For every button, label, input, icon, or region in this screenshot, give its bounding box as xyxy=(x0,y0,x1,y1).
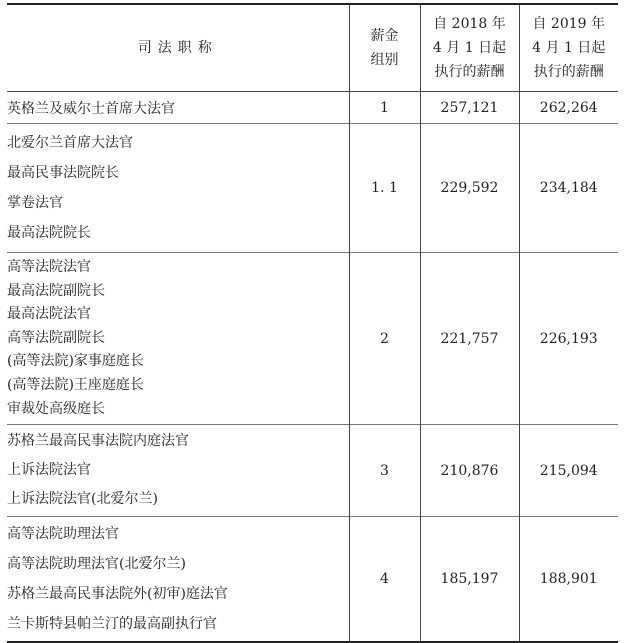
salary-group-cell: 3 xyxy=(349,425,420,517)
judicial-title: 审裁处高级庭长 xyxy=(7,400,105,417)
header-2018-line: 4 月 1 日起 xyxy=(432,40,507,56)
judicial-titles-cell xyxy=(7,92,349,124)
judicial-titles-cell xyxy=(7,425,349,517)
header-judicial-title: 司法职称 xyxy=(7,4,349,92)
header-salary-group-line: 薪金 xyxy=(370,28,399,44)
judicial-title: 最高民事法院院长 xyxy=(7,165,119,181)
table-row xyxy=(7,425,618,517)
header-salary-group-line: 组别 xyxy=(370,52,399,68)
judicial-title: 最高法院院长 xyxy=(7,225,91,241)
salary-2019-cell: 188,901 xyxy=(519,517,618,643)
judicial-title: 英格兰及威尔士首席大法官 xyxy=(7,100,175,117)
judicial-titles-cell xyxy=(7,517,349,643)
judicial-title: 上诉法院法官 xyxy=(7,462,91,479)
salary-2018-cell: 229,592 xyxy=(420,124,519,253)
salary-2018-cell: 185,197 xyxy=(420,517,519,643)
judicial-title: 最高法院副院长 xyxy=(7,282,105,299)
judicial-title: 上诉法院法官(北爱尔兰) xyxy=(7,491,158,508)
table-row xyxy=(7,92,618,124)
header-2018-line: 执行的薪酬 xyxy=(434,64,505,80)
judicial-title: 高等法院副院长 xyxy=(7,329,105,346)
judicial-title: 掌卷法官 xyxy=(7,195,63,211)
salary-2019-cell: 234,184 xyxy=(519,124,618,253)
salary-2018-cell: 210,876 xyxy=(420,425,519,517)
judicial-title: 北爱尔兰首席大法官 xyxy=(7,135,133,151)
judicial-title: (高等法院)家事庭庭长 xyxy=(7,353,144,370)
judicial-title: (高等法院)王座庭庭长 xyxy=(7,376,144,393)
header-salary-2019 xyxy=(519,4,618,92)
salary-group-cell: 2 xyxy=(349,253,420,425)
judicial-title: 苏格兰最高民事法院外(初审)庭法官 xyxy=(7,586,228,603)
table-row xyxy=(7,253,618,425)
salary-2018-cell: 257,121 xyxy=(420,92,519,124)
salary-2019-cell: 226,193 xyxy=(519,253,618,425)
salary-group-cell: 1. 1 xyxy=(349,124,420,253)
salary-group-cell: 4 xyxy=(349,517,420,643)
judicial-title: 苏格兰最高民事法院内庭法官 xyxy=(7,433,189,450)
judicial-title: 最高法院法官 xyxy=(7,306,91,323)
salary-group-cell: 1 xyxy=(349,92,420,124)
salary-2019-cell: 215,094 xyxy=(519,425,618,517)
judicial-title: 高等法院助理法官(北爱尔兰) xyxy=(7,556,186,573)
header-salary-2018 xyxy=(420,4,519,92)
header-row xyxy=(7,4,618,92)
header-2019-line: 4 月 1 日起 xyxy=(532,40,606,56)
judicial-title: 兰卡斯特县帕兰汀的最高副执行官 xyxy=(7,616,217,633)
table-row xyxy=(7,124,618,253)
judicial-salary-table xyxy=(7,3,618,643)
judicial-titles-cell xyxy=(7,253,349,425)
header-2018-line: 自 2018 年 xyxy=(433,16,506,32)
table-row xyxy=(7,517,618,643)
header-salary-group xyxy=(349,4,420,92)
header-2019-line: 执行的薪酬 xyxy=(533,64,604,80)
judicial-title: 高等法院助理法官 xyxy=(7,526,119,543)
salary-2019-cell: 262,264 xyxy=(519,92,618,124)
judicial-title: 高等法院法官 xyxy=(7,259,91,275)
header-2019-line: 自 2019 年 xyxy=(532,16,606,32)
judicial-titles-cell xyxy=(7,124,349,253)
salary-2018-cell: 221,757 xyxy=(420,253,519,425)
